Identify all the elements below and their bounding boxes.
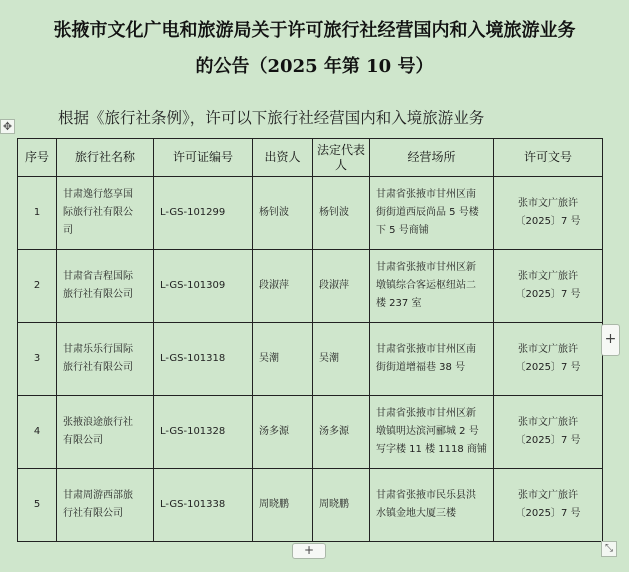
table-row <box>18 250 603 323</box>
cell-license-number: L-GS-101309 <box>154 250 253 323</box>
cell-investor: 汤多源 <box>253 396 313 469</box>
table-row <box>18 469 603 542</box>
cell-legal-rep: 杨钊波 <box>313 177 370 250</box>
resize-diagonal-icon[interactable]: ⤡ <box>601 541 617 557</box>
cell-permit-number: 张市文广旅许 〔2025〕7 号 <box>494 469 603 542</box>
cell-index: 3 <box>18 323 57 396</box>
cell-legal-rep: 周晓鹏 <box>313 469 370 542</box>
cell-business-address: 甘肃省张掖市民乐县洪 水镇金地大厦三楼 <box>370 469 494 542</box>
cell-permit-number: 张市文广旅许 〔2025〕7 号 <box>494 323 603 396</box>
table-row <box>18 323 603 396</box>
cell-license-number: L-GS-101318 <box>154 323 253 396</box>
header-investor: 出资人 <box>253 139 313 177</box>
cell-business-address: 甘肃省张掖市甘州区南 街街道增福巷 38 号 <box>370 323 494 396</box>
cell-legal-rep: 吴潮 <box>313 323 370 396</box>
cell-agency-name: 甘肃逸行悠享国 际旅行社有限公 司 <box>57 177 154 250</box>
header-agency-name: 旅行社名称 <box>57 139 154 177</box>
cell-agency-name: 甘肃乐乐行国际 旅行社有限公司 <box>57 323 154 396</box>
cell-legal-rep: 汤多源 <box>313 396 370 469</box>
announcement-title-line1: 张掖市文化广电和旅游局关于许可旅行社经营国内和入境旅游业务 <box>53 20 576 41</box>
cell-permit-number: 张市文广旅许 〔2025〕7 号 <box>494 396 603 469</box>
cell-investor: 段淑萍 <box>253 250 313 323</box>
cell-index: 2 <box>18 250 57 323</box>
cell-business-address: 甘肃省张掖市甘州区新 墩镇综合客运枢纽站二 楼 237 室 <box>370 250 494 323</box>
move-arrows-icon[interactable]: ✥ <box>0 119 15 134</box>
header-legal-rep: 法定代表人 <box>313 139 370 177</box>
cell-index: 1 <box>18 177 57 250</box>
cell-legal-rep: 段淑萍 <box>313 250 370 323</box>
header-business-address: 经营场所 <box>370 139 494 177</box>
announcement-title-line2: 的公告（2025 年第 10 号） <box>195 56 434 77</box>
cell-investor: 吴潮 <box>253 323 313 396</box>
licensed-agencies-table <box>17 138 603 542</box>
cell-license-number: L-GS-101328 <box>154 396 253 469</box>
cell-business-address: 甘肃省张掖市甘州区南 街街道西辰尚品 5 号楼 下 5 号商铺 <box>370 177 494 250</box>
cell-license-number: L-GS-101338 <box>154 469 253 542</box>
cell-business-address: 甘肃省张掖市甘州区新 墩镇明达滨河郦城 2 号 写字楼 11 楼 1118 商铺 <box>370 396 494 469</box>
table-row <box>18 396 603 469</box>
cell-agency-name: 甘肃周游西部旅 行社有限公司 <box>57 469 154 542</box>
cell-index: 4 <box>18 396 57 469</box>
cell-permit-number: 张市文广旅许 〔2025〕7 号 <box>494 250 603 323</box>
cell-investor: 周晓鹏 <box>253 469 313 542</box>
cell-agency-name: 张掖浪途旅行社 有限公司 <box>57 396 154 469</box>
cell-permit-number: 张市文广旅许 〔2025〕7 号 <box>494 177 603 250</box>
cell-investor: 杨钊波 <box>253 177 313 250</box>
cell-license-number: L-GS-101299 <box>154 177 253 250</box>
header-license-number: 许可证编号 <box>154 139 253 177</box>
header-index: 序号 <box>18 139 57 177</box>
header-permit-number: 许可文号 <box>494 139 603 177</box>
add-column-button[interactable]: + <box>601 324 620 356</box>
cell-agency-name: 甘肃省吉程国际 旅行社有限公司 <box>57 250 154 323</box>
table-header-row <box>18 139 603 177</box>
add-row-button[interactable]: + <box>292 543 326 559</box>
intro-paragraph: 根据《旅行社条例》，许可以下旅行社经营国内和入境旅游业务 <box>58 109 485 127</box>
cell-index: 5 <box>18 469 57 542</box>
table-row <box>18 177 603 250</box>
